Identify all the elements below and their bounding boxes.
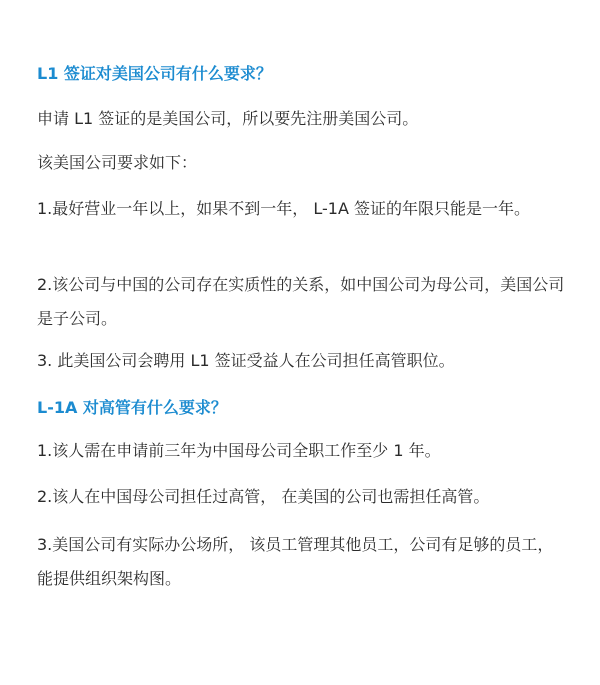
paragraph-executive-2: 2.该人在中国母公司担任过高管， 在美国的公司也需担任高管。: [37, 487, 490, 506]
section-heading-l1a-executive: L-1A 对高管有什么要求？: [37, 398, 227, 417]
paragraph-register-company: 申请 L1 签证的是美国公司，所以要先注册美国公司。: [37, 109, 419, 128]
section-heading-l1-company: L1 签证对美国公司有什么要求？: [37, 64, 272, 83]
paragraph-requirement-2: 2.该公司与中国的公司存在实质性的关系，如中国公司为母公司，美国公司是子公司。: [37, 275, 565, 328]
paragraph-requirements-intro: 该美国公司要求如下：: [37, 153, 198, 172]
paragraph-executive-3: 3.美国公司有实际办公场所， 该员工管理其他员工，公司有足够的员工， 能提供组织架构图。: [37, 535, 554, 588]
paragraph-executive-1: 1.该人需在申请前三年为中国母公司全职工作至少 1 年。: [37, 441, 441, 460]
paragraph-requirement-1: 1.最好营业一年以上，如果不到一年， L-1A 签证的年限只能是一年。: [37, 199, 530, 218]
paragraph-requirement-3: 3. 此美国公司会聘用 L1 签证受益人在公司担任高管职位。: [37, 351, 455, 370]
